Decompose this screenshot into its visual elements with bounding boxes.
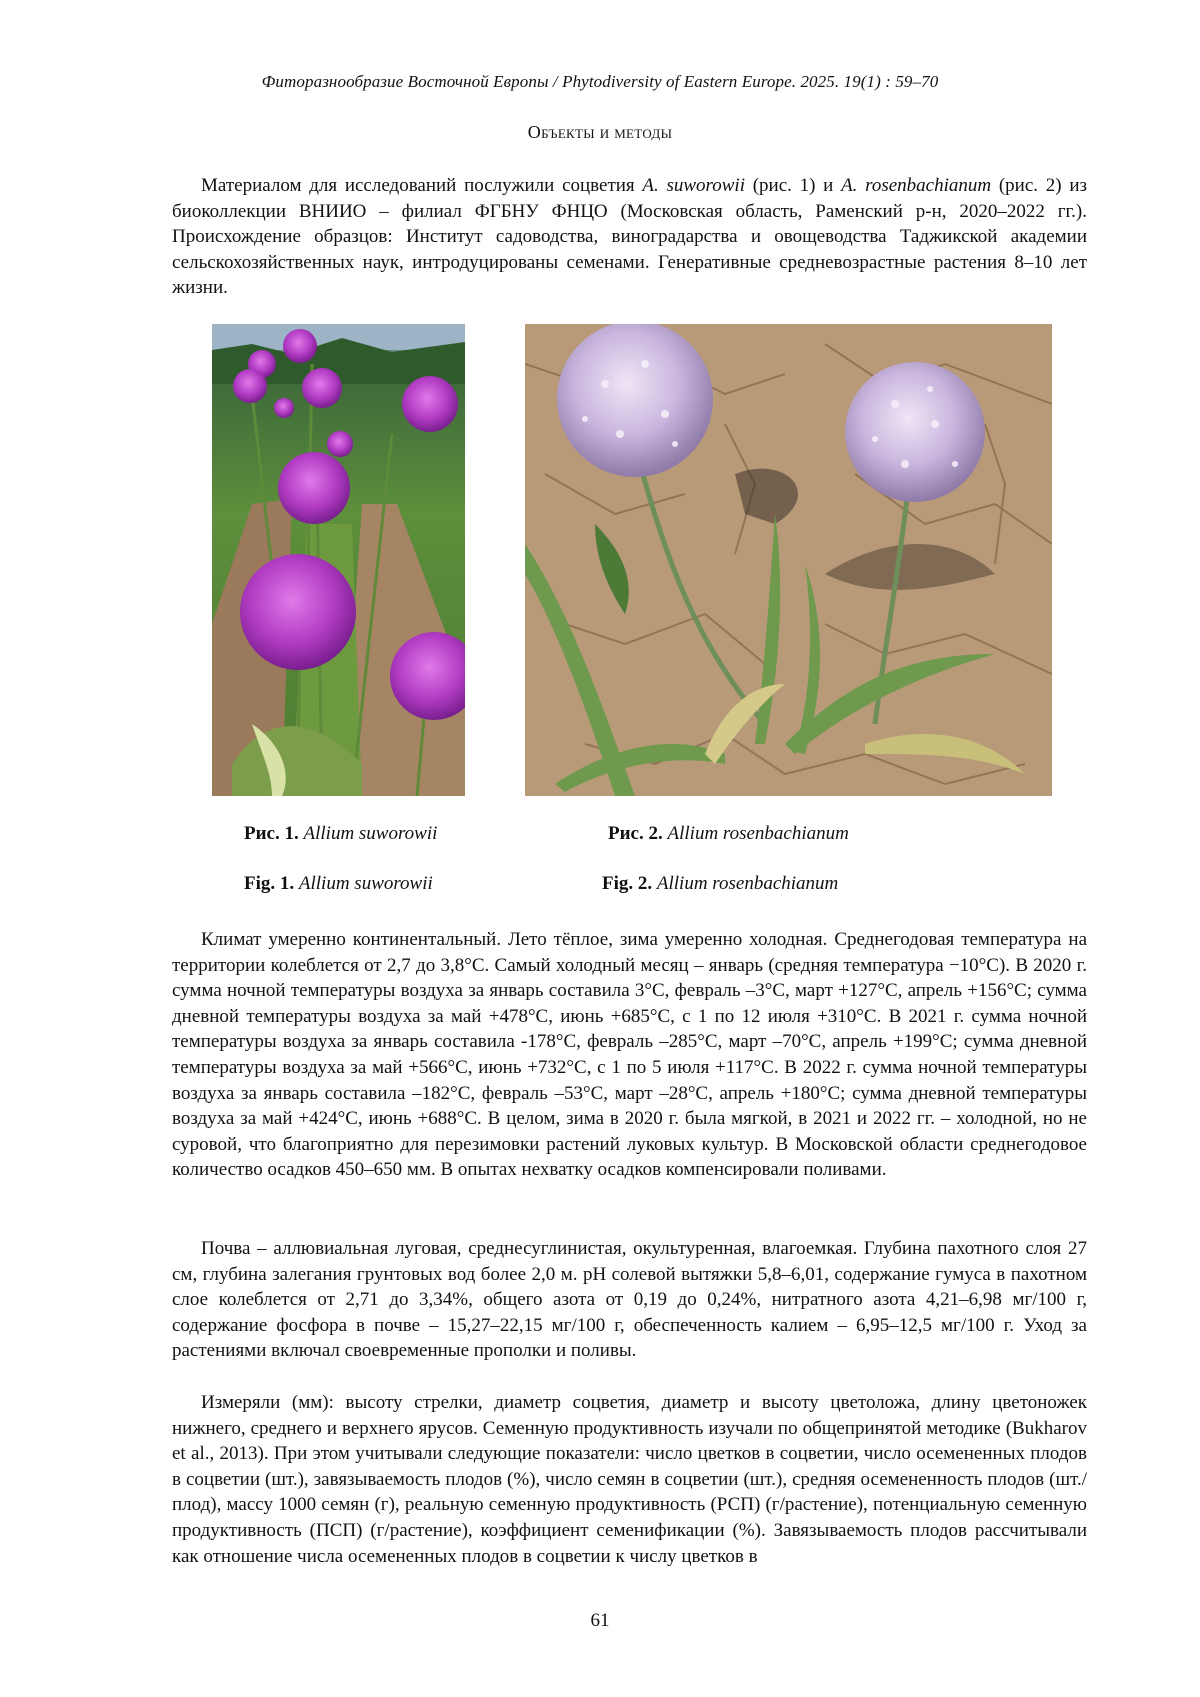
allium-rosenbachianum-photo xyxy=(525,324,1052,796)
figure-2-photo xyxy=(525,324,1052,796)
paragraph-climate: Климат умеренно континентальный. Лето тёплое, зима умеренно холодная. Среднегодовая температура на территории колеблется от 2,7 до 3,8°C. Самый холодный месяц – январь (средняя температура −10°C). В 2020 г. сумма ночной температуры воздуха за январь составила 3°C, февраль –3°C, март +127°C, апрель +156°C; сумма дневной температуры воздуха за май +478°C, июнь +685°C, с 1 по 12 июля +310°C. В 2021 г. сумма ночной температуры воздуха за январь составила -178°C, февраль –285°C, март –70°C, апрель +199°C; сумма дневной температуры воздуха за май +566°C, июнь +732°C, с 1 по 5 июля +117°C. В 2022 г. сумма ночной температуры воздуха за январь составила –182°C, февраль –53°C, март –28°C, апрель +180°C; сумма дневной температуры воздуха за май +424°C, июнь +688°C. В целом, зима в 2020 г. была мягкой, в 2021 и 2022 гг. – холодной, но не суровой, что благоприятно для перезимовки растений луковых культур. В Московской области среднегодовое количество осадков 450–650 мм. В опытах нехватку осадков компенсировали поливами. xyxy=(172,929,1087,1181)
allium-suworowii-photo xyxy=(212,324,465,796)
paragraph-materials: Материалом для исследований послужили соцветия A. suworowii (рис. 1) и A. rosenbachianum (рис. 2) из биоколлекции ВНИИО – филиал ФГБНУ ФНЦО (Московская область, Раменский р-н, 2020–2022 гг.). Происхождение образцов: Институт садоводства, виноградарства и овощеводства Таджикской академии сельскохозяйственных наук, интродуцированы семенами. Генеративные средневозрастные растения 8–10 лет жизни. xyxy=(172,175,1087,299)
species-name: A. rosenbachianum xyxy=(841,175,992,196)
figure-1-photo xyxy=(212,324,465,796)
figure-2-caption-ru: Рис. 2. Allium rosenbachianum xyxy=(608,823,849,844)
section-title: Объекты и методы xyxy=(527,122,673,142)
running-head: Фиторазнообразие Восточной Европы / Phytodiversity of Eastern Europe. 2025. 19(1) : 59–70 xyxy=(261,72,939,91)
species-name: A. suworowii xyxy=(642,175,745,196)
paragraph-measurements: Измеряли (мм): высоту стрелки, диаметр соцветия, диаметр и высоту цветоложа, длину цветоножек нижнего, среднего и верхнего ярусов. Семенную продуктивность изучали по общепринятой методике (Bukharov et al., 2013). При этом учитывали следующие показатели: число цветков в соцветии, число осемененных плодов в соцветии (шт.), завязываемость плодов (%), число семян в соцветии (шт.), средняя осемененность плодов (шт./плод), массу 1000 семян (г), реальную семенную продуктивность (РСП) (г/растение), потенциальную семенную продуктивность (ПСП) (г/растение), коэффициент семенификации (%). Завязываемость плодов рассчитывали как отношение числа осемененных плодов в соцветии к числу цветков в xyxy=(172,1392,1087,1567)
figure-2-caption-en: Fig. 2. Allium rosenbachianum xyxy=(602,873,839,894)
paragraph-soil: Почва – аллювиальная луговая, среднесуглинистая, окультуренная, влагоемкая. Глубина пахотного слоя 27 см, глубина залегания грунтовых вод более 2,0 м. pH солевой вытяжки 5,8–6,01, содержание гумуса в пахотном слое колеблется от 2,71 до 3,34%, общего азота от 0,19 до 0,24%, нитратного азота 4,21–6,98 мг/100 г, содержание фосфора в почве – 15,27–22,15 мг/100 г, обеспеченность калием – 6,95–12,5 мг/100 г. Уход за растениями включал своевременные прополки и поливы. xyxy=(172,1238,1087,1362)
figure-1-caption-ru: Рис. 1. Allium suworowii xyxy=(244,823,438,844)
figure-1-caption-en: Fig. 1. Allium suworowii xyxy=(244,873,433,894)
page-number: 61 xyxy=(590,1610,610,1631)
